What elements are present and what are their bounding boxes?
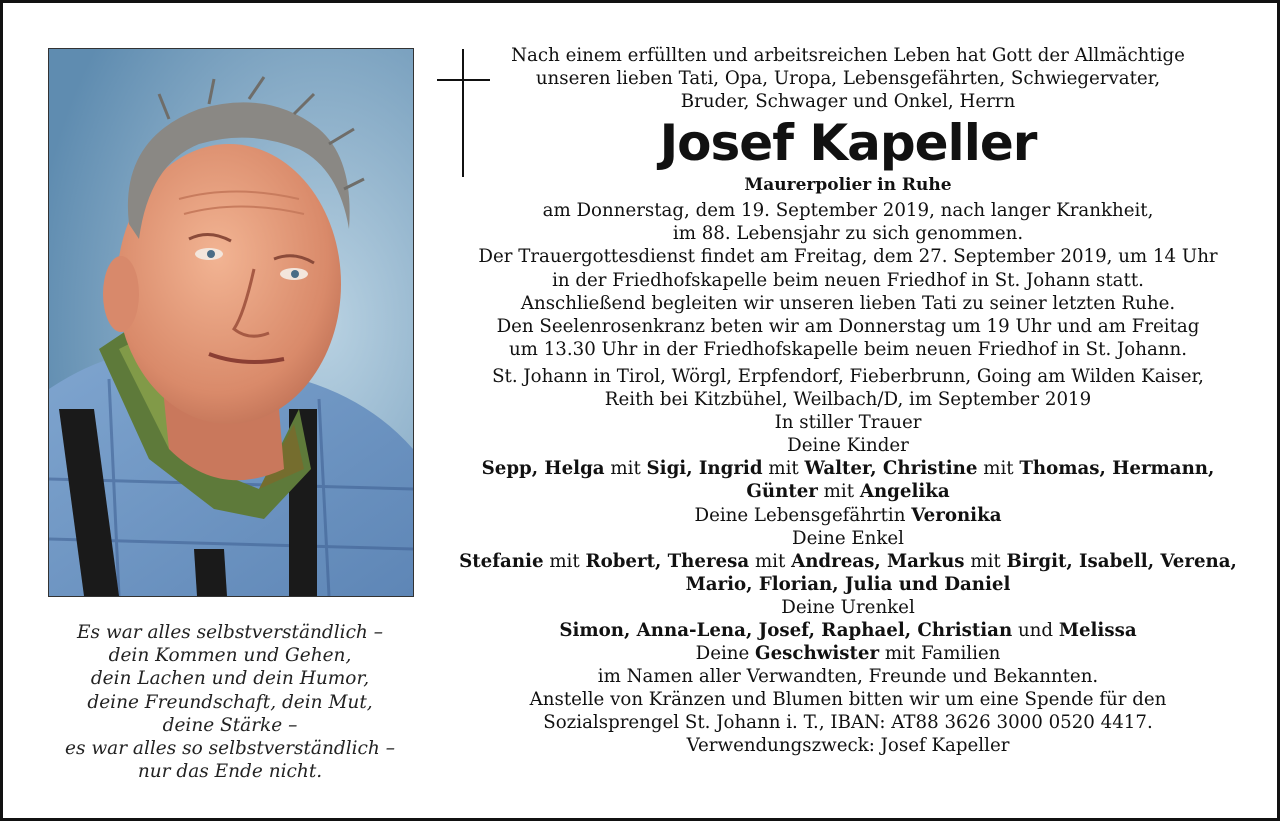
deceased-name: Josef Kapeller xyxy=(659,114,1037,173)
portrait-illustration xyxy=(49,49,413,596)
portrait-photo xyxy=(48,48,414,597)
poem-line: es war alles so selbstverständlich – xyxy=(65,738,395,760)
service-line: Anschließend begleiten wir unseren lieben Tati zu seiner letzten Ruhe. xyxy=(520,292,1176,314)
service-line: Der Trauergottesdienst findet am Freitag, dem 27. September 2019, um 14 Uhr xyxy=(478,246,1218,268)
grandchildren-line: Stefanie mit Robert, Theresa mit Andreas, Markus mit Birgit, Isabell, Verena, xyxy=(459,550,1237,572)
service-line: Den Seelenrosenkranz beten wir am Donnerstag um 19 Uhr und am Freitag xyxy=(496,315,1200,337)
poem-line: deine Freundschaft, dein Mut, xyxy=(87,691,373,713)
poem xyxy=(48,621,412,783)
intro-line: unseren lieben Tati, Opa, Uropa, Lebensgefährten, Schwiegervater, xyxy=(535,68,1161,90)
death-line: am Donnerstag, dem 19. September 2019, nach langer Krankheit, xyxy=(542,200,1154,222)
partner-line: Deine Lebensgefährtin Veronika xyxy=(694,504,1002,526)
siblings-line: Deine Geschwister mit Familien xyxy=(695,643,1001,665)
children-line: Sepp, Helga mit Sigi, Ingrid mit Walter, Christine mit Thomas, Hermann, xyxy=(481,458,1215,480)
poem-line: Es war alles selbstverständlich – xyxy=(77,622,383,643)
donation-line: Anstelle von Kränzen und Blumen bitten wir um eine Spende für den xyxy=(529,689,1167,711)
places-line: Reith bei Kitzbühel, Weilbach/D, im September 2019 xyxy=(604,389,1092,411)
intro-line: Bruder, Schwager und Onkel, Herrn xyxy=(680,91,1016,113)
children-label: Deine Kinder xyxy=(787,435,909,457)
great-grandchildren-line: Simon, Anna-Lena, Josef, Raphael, Christian und Melissa xyxy=(559,619,1137,641)
poem-line: deine Stärke – xyxy=(162,714,298,736)
donation-line: Sozialsprengel St. Johann i. T., IBAN: AT88 3626 3000 0520 4417. xyxy=(543,712,1153,734)
places-line: St. Johann in Tirol, Wörgl, Erpfendorf, Fieberbrunn, Going am Wilden Kaiser, xyxy=(492,365,1204,387)
donation-line: Verwendungszweck: Josef Kapeller xyxy=(686,735,1010,757)
poem-line: dein Lachen und dein Humor, xyxy=(90,668,370,690)
poem-line: dein Kommen und Gehen, xyxy=(108,645,352,667)
grandchildren-label: Deine Enkel xyxy=(791,527,904,549)
service-line: in der Friedhofskapelle beim neuen Friedhof in St. Johann statt. xyxy=(552,269,1144,291)
service-line: um 13.30 Uhr in der Friedhofskapelle beim neuen Friedhof in St. Johann. xyxy=(508,338,1188,360)
children-line: Günter mit Angelika xyxy=(746,481,950,503)
obituary-text xyxy=(443,44,1253,758)
death-line: im 88. Lebensjahr zu sich genommen. xyxy=(672,223,1024,245)
intro-line: Nach einem erfüllten und arbeitsreichen Leben hat Gott der Allmächtige xyxy=(511,45,1185,66)
deceased-title: Maurerpolier in Ruhe xyxy=(744,175,952,196)
great-grandchildren-label: Deine Urenkel xyxy=(781,596,915,618)
poem-line: nur das Ende nicht. xyxy=(137,761,323,783)
relatives-line: im Namen aller Verwandten, Freunde und Bekannten. xyxy=(597,666,1099,688)
mourning-heading: In stiller Trauer xyxy=(774,412,922,434)
grandchildren-line: Mario, Florian, Julia und Daniel xyxy=(685,573,1011,595)
